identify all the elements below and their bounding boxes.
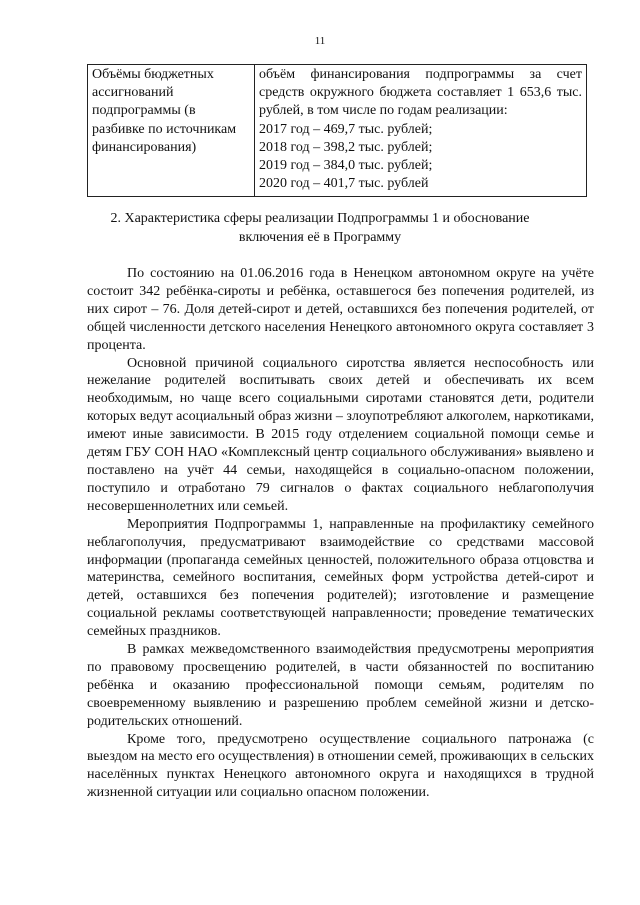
section-body	[87, 265, 594, 802]
budget-year-2017: 2017 год – 469,7 тыс. рублей;	[259, 121, 433, 137]
paragraph: Кроме того, предусмотрено осуществление социального патронажа (с выездом на место его осуществления) в отношении семей, проживающих в сельских населённых пунктах Ненецкого автономного округа и находящихся в трудной жизненной ситуации или социально опасном положении.	[87, 731, 594, 801]
budget-year-2020: 2020 год – 401,7 тыс. рублей	[259, 176, 429, 192]
paragraph: Основной причиной социального сиротства является неспособность или нежелание родителей воспитывать своих детей и обеспечивать их всем необходимым, но чаще всего социальными сиротами становятся дети, родители которых ведут асоциальный образ жизни – злоупотребляют алкоголем, наркотиками, имеют иные зависимости. В 2015 году отделением социальной помощи семье и детям ГБУ СОН НАО «Комплексный центр социального обслуживания» выявлено и поставлено на учёт 44 семьи, находящейся в социально-опасном положении, поступило и отработано 79 сигналов о фактах социального неблагополучия несовершеннолетних или семьей.	[87, 355, 594, 514]
page-number: 11	[314, 35, 326, 47]
budget-allocation-table	[87, 64, 587, 197]
budget-value-cell	[255, 65, 587, 197]
section-heading: 2. Характеристика сферы реализации Подпрограммы 1 и обоснование включения её в Программу	[110, 211, 530, 245]
budget-label-cell: Объёмы бюджетных ассигнований подпрограммы (в разбивке по источникам финансирования)	[88, 65, 255, 197]
paragraph: В рамках межведомственного взаимодействия предусмотрены мероприятия по правовому просвещению родителей, в части обязанностей по воспитанию ребёнка и оказанию профессиональной помощи семьям, родителям по своевременному выявлению и разрешению проблем семейной жизни и детско-родительских отношений.	[87, 642, 594, 729]
paragraph: По состоянию на 01.06.2016 года в Ненецком автономном округе на учёте состоит 342 ребёнка-сироты и ребёнка, оставшегося без попечения родителей, из них сирот – 76. Доля детей-сирот и детей, оставшихся без попечения родителей, от общей численности детского населения Ненецкого автономного округа составляет 3 процента.	[87, 266, 594, 353]
paragraph: Мероприятия Подпрограммы 1, направленные на профилактику семейного неблагополучия, предусматривают взаимодействие со средствами массовой информации (пропаганда семейных ценностей, положительного образа отцовства и материнства, семейного воспитания, семейных форм устройства детей-сирот и детей, оставшихся без попечения родителей); изготовление и размещение социальной рекламы соответствующей направленности; проведение тематических семейных праздников.	[87, 516, 594, 640]
budget-year-2019: 2019 год – 384,0 тыс. рублей;	[259, 158, 433, 174]
budget-year-2018: 2018 год – 398,2 тыс. рублей;	[259, 139, 433, 155]
table-row	[88, 65, 587, 197]
budget-value-intro: объём финансирования подпрограммы за счет средств окружного бюджета составляет 1 653,6 тыс. рублей, в том числе по годам реализации:	[259, 67, 582, 119]
